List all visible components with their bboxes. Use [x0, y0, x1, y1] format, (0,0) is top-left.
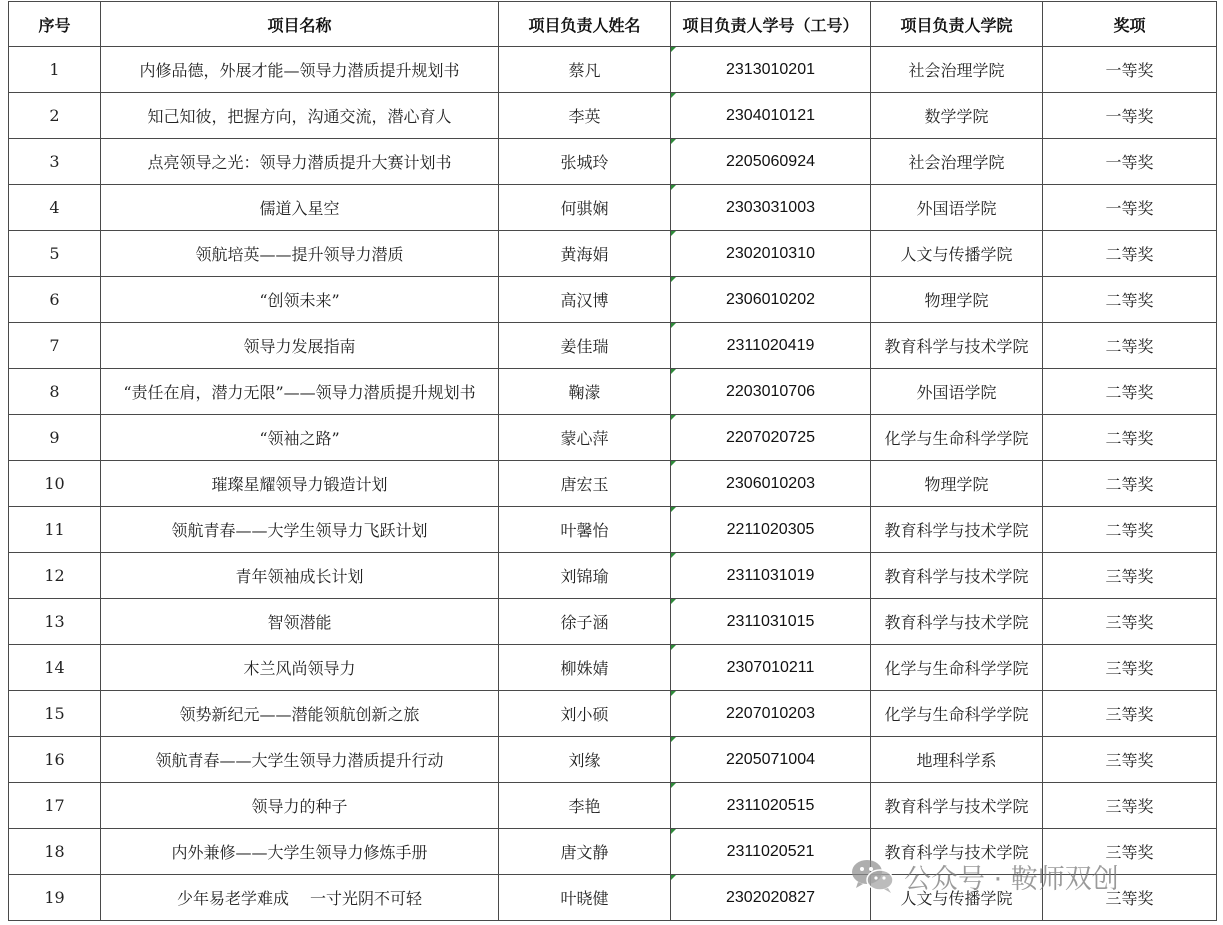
cell-project-name: 木兰风尚领导力	[101, 645, 499, 691]
cell-award: 二等奖	[1043, 277, 1217, 323]
cell-index: 2	[9, 93, 101, 139]
table-row	[9, 875, 1217, 921]
cell-leader-id-text: 2303031003	[726, 198, 815, 216]
cell-index: 11	[9, 507, 101, 553]
cell-leader-id	[671, 47, 871, 93]
cell-leader-name: 黄海娟	[499, 231, 671, 277]
cell-award: 二等奖	[1043, 507, 1217, 553]
cell-leader-name: 高汉博	[499, 277, 671, 323]
cell-leader-id-text: 2302020827	[726, 888, 815, 906]
cell-project-name: 璀璨星耀领导力锻造计划	[101, 461, 499, 507]
cell-leader-id-text: 2203010706	[726, 382, 815, 400]
cell-leader-id	[671, 553, 871, 599]
cell-award: 二等奖	[1043, 231, 1217, 277]
cell-leader-college: 物理学院	[871, 461, 1043, 507]
cell-leader-college: 教育科学与技术学院	[871, 599, 1043, 645]
cell-award: 一等奖	[1043, 93, 1217, 139]
table-row	[9, 553, 1217, 599]
cell-leader-college: 地理科学系	[871, 737, 1043, 783]
cell-leader-id	[671, 691, 871, 737]
header-leader-college: 项目负责人学院	[871, 2, 1043, 47]
cell-leader-name: 刘锦瑜	[499, 553, 671, 599]
cell-leader-id	[671, 737, 871, 783]
cell-leader-id-text: 2302010310	[726, 244, 815, 262]
cell-leader-name: 柳姝婧	[499, 645, 671, 691]
cell-leader-id	[671, 277, 871, 323]
cell-leader-id-text: 2311020521	[726, 842, 815, 860]
cell-leader-id-text: 2211020305	[726, 520, 815, 538]
cell-leader-name: 姜佳瑞	[499, 323, 671, 369]
cell-marker-icon	[671, 783, 676, 788]
cell-project-name: “领袖之路”	[101, 415, 499, 461]
cell-leader-college: 教育科学与技术学院	[871, 553, 1043, 599]
table-row	[9, 47, 1217, 93]
cell-leader-college: 化学与生命科学学院	[871, 415, 1043, 461]
table-row	[9, 599, 1217, 645]
cell-leader-id-text: 2205071004	[726, 750, 815, 768]
cell-marker-icon	[671, 461, 676, 466]
cell-leader-name: 刘小硕	[499, 691, 671, 737]
cell-project-name: 智领潜能	[101, 599, 499, 645]
table-row	[9, 783, 1217, 829]
cell-project-name: 领导力的种子	[101, 783, 499, 829]
cell-leader-id	[671, 875, 871, 921]
cell-leader-college: 人文与传播学院	[871, 875, 1043, 921]
cell-marker-icon	[671, 737, 676, 742]
cell-index: 9	[9, 415, 101, 461]
cell-leader-college: 社会治理学院	[871, 47, 1043, 93]
cell-index: 7	[9, 323, 101, 369]
cell-award: 三等奖	[1043, 737, 1217, 783]
table-row	[9, 415, 1217, 461]
cell-leader-college: 物理学院	[871, 277, 1043, 323]
table-row	[9, 645, 1217, 691]
cell-leader-id-text: 2311031019	[726, 566, 815, 584]
cell-leader-id	[671, 599, 871, 645]
cell-leader-name: 唐文静	[499, 829, 671, 875]
cell-project-name: 领导力发展指南	[101, 323, 499, 369]
cell-leader-id-text: 2313010201	[726, 60, 815, 78]
cell-leader-college: 人文与传播学院	[871, 231, 1043, 277]
cell-leader-name: 叶馨怡	[499, 507, 671, 553]
cell-project-name: 儒道入星空	[101, 185, 499, 231]
cell-leader-college: 外国语学院	[871, 369, 1043, 415]
cell-leader-name: 何骐娴	[499, 185, 671, 231]
cell-leader-id	[671, 415, 871, 461]
watermark-text: 公众号 · 鞍师双创	[904, 863, 1119, 895]
cell-index: 10	[9, 461, 101, 507]
header-award: 奖项	[1043, 2, 1217, 47]
cell-leader-id	[671, 507, 871, 553]
cell-leader-name: 鞠濛	[499, 369, 671, 415]
cell-index: 8	[9, 369, 101, 415]
cell-leader-college: 数学学院	[871, 93, 1043, 139]
cell-award: 一等奖	[1043, 185, 1217, 231]
cell-award: 三等奖	[1043, 553, 1217, 599]
cell-leader-college: 教育科学与技术学院	[871, 507, 1043, 553]
cell-project-name: 少年易老学难成 一寸光阴不可轻	[101, 875, 499, 921]
cell-leader-id	[671, 93, 871, 139]
cell-leader-id-text: 2207010203	[726, 704, 815, 722]
cell-index: 5	[9, 231, 101, 277]
cell-leader-name: 叶晓健	[499, 875, 671, 921]
cell-award: 一等奖	[1043, 47, 1217, 93]
cell-leader-college: 社会治理学院	[871, 139, 1043, 185]
cell-leader-id	[671, 185, 871, 231]
cell-award: 三等奖	[1043, 645, 1217, 691]
table-row	[9, 93, 1217, 139]
award-table	[8, 1, 1217, 921]
cell-project-name: 青年领袖成长计划	[101, 553, 499, 599]
cell-index: 13	[9, 599, 101, 645]
cell-marker-icon	[671, 277, 676, 282]
cell-leader-name: 蔡凡	[499, 47, 671, 93]
header-leader-name: 项目负责人姓名	[499, 2, 671, 47]
cell-project-name: 领航培英——提升领导力潜质	[101, 231, 499, 277]
cell-leader-id	[671, 369, 871, 415]
cell-award: 二等奖	[1043, 369, 1217, 415]
cell-leader-id	[671, 645, 871, 691]
cell-leader-id	[671, 783, 871, 829]
cell-project-name: 内外兼修——大学生领导力修炼手册	[101, 829, 499, 875]
cell-marker-icon	[671, 553, 676, 558]
cell-award: 二等奖	[1043, 461, 1217, 507]
cell-index: 16	[9, 737, 101, 783]
cell-leader-college: 化学与生命科学学院	[871, 645, 1043, 691]
cell-leader-college: 外国语学院	[871, 185, 1043, 231]
cell-award: 三等奖	[1043, 691, 1217, 737]
header-index: 序号	[9, 2, 101, 47]
cell-leader-id-text: 2307010211	[726, 658, 815, 676]
cell-index: 12	[9, 553, 101, 599]
award-table-sheet	[8, 1, 1216, 921]
header-project-name: 项目名称	[101, 2, 499, 47]
cell-award: 二等奖	[1043, 323, 1217, 369]
cell-leader-id-text: 2207020725	[726, 428, 815, 446]
cell-leader-id	[671, 461, 871, 507]
table-header-row	[9, 2, 1217, 47]
cell-index: 6	[9, 277, 101, 323]
cell-marker-icon	[671, 323, 676, 328]
cell-award: 三等奖	[1043, 829, 1217, 875]
cell-project-name: “责任在肩，潜力无限”——领导力潜质提升规划书	[101, 369, 499, 415]
cell-leader-name: 唐宏玉	[499, 461, 671, 507]
table-row	[9, 691, 1217, 737]
table-row	[9, 231, 1217, 277]
cell-leader-college: 教育科学与技术学院	[871, 783, 1043, 829]
cell-project-name: 领势新纪元——潜能领航创新之旅	[101, 691, 499, 737]
cell-award: 一等奖	[1043, 139, 1217, 185]
cell-leader-id-text: 2304010121	[726, 106, 815, 124]
cell-leader-name: 刘缘	[499, 737, 671, 783]
cell-marker-icon	[671, 599, 676, 604]
cell-leader-name: 李英	[499, 93, 671, 139]
cell-marker-icon	[671, 185, 676, 190]
cell-marker-icon	[671, 47, 676, 52]
cell-award: 三等奖	[1043, 783, 1217, 829]
cell-leader-id-text: 2306010203	[726, 474, 815, 492]
cell-marker-icon	[671, 829, 676, 834]
cell-index: 15	[9, 691, 101, 737]
cell-index: 14	[9, 645, 101, 691]
table-row	[9, 829, 1217, 875]
cell-project-name: 点亮领导之光：领导力潜质提升大赛计划书	[101, 139, 499, 185]
cell-leader-id-text: 2306010202	[726, 290, 815, 308]
cell-leader-name: 徐子涵	[499, 599, 671, 645]
cell-leader-name: 李艳	[499, 783, 671, 829]
cell-marker-icon	[671, 645, 676, 650]
cell-leader-id	[671, 829, 871, 875]
cell-award: 二等奖	[1043, 415, 1217, 461]
cell-index: 17	[9, 783, 101, 829]
cell-award: 三等奖	[1043, 599, 1217, 645]
cell-project-name: 领航青春——大学生领导力潜质提升行动	[101, 737, 499, 783]
cell-index: 4	[9, 185, 101, 231]
cell-leader-name: 张城玲	[499, 139, 671, 185]
cell-index: 3	[9, 139, 101, 185]
cell-marker-icon	[671, 139, 676, 144]
table-row	[9, 139, 1217, 185]
cell-leader-id-text: 2311020419	[726, 336, 815, 354]
cell-index: 1	[9, 47, 101, 93]
cell-project-name: “创领未来”	[101, 277, 499, 323]
cell-project-name: 知己知彼，把握方向，沟通交流，潜心育人	[101, 93, 499, 139]
cell-leader-name: 蒙心萍	[499, 415, 671, 461]
table-row	[9, 185, 1217, 231]
table-row	[9, 323, 1217, 369]
table-row	[9, 507, 1217, 553]
cell-leader-id-text: 2311031015	[726, 612, 815, 630]
cell-marker-icon	[671, 415, 676, 420]
cell-project-name: 领航青春——大学生领导力飞跃计划	[101, 507, 499, 553]
table-body	[9, 47, 1217, 921]
cell-marker-icon	[671, 369, 676, 374]
cell-index: 19	[9, 875, 101, 921]
cell-leader-id	[671, 139, 871, 185]
cell-leader-college: 化学与生命科学学院	[871, 691, 1043, 737]
cell-marker-icon	[671, 691, 676, 696]
cell-project-name: 内修品德，外展才能—领导力潜质提升规划书	[101, 47, 499, 93]
header-leader-id: 项目负责人学号（工号）	[671, 2, 871, 47]
cell-leader-college: 教育科学与技术学院	[871, 323, 1043, 369]
table-row	[9, 277, 1217, 323]
cell-index: 18	[9, 829, 101, 875]
cell-leader-id	[671, 323, 871, 369]
cell-marker-icon	[671, 231, 676, 236]
table-row	[9, 737, 1217, 783]
cell-leader-id-text: 2205060924	[726, 152, 815, 170]
cell-marker-icon	[671, 507, 676, 512]
cell-leader-college: 教育科学与技术学院	[871, 829, 1043, 875]
cell-marker-icon	[671, 875, 676, 880]
table-row	[9, 461, 1217, 507]
cell-leader-id-text: 2311020515	[726, 796, 815, 814]
cell-leader-id	[671, 231, 871, 277]
table-row	[9, 369, 1217, 415]
cell-marker-icon	[671, 93, 676, 98]
cell-award: 三等奖	[1043, 875, 1217, 921]
